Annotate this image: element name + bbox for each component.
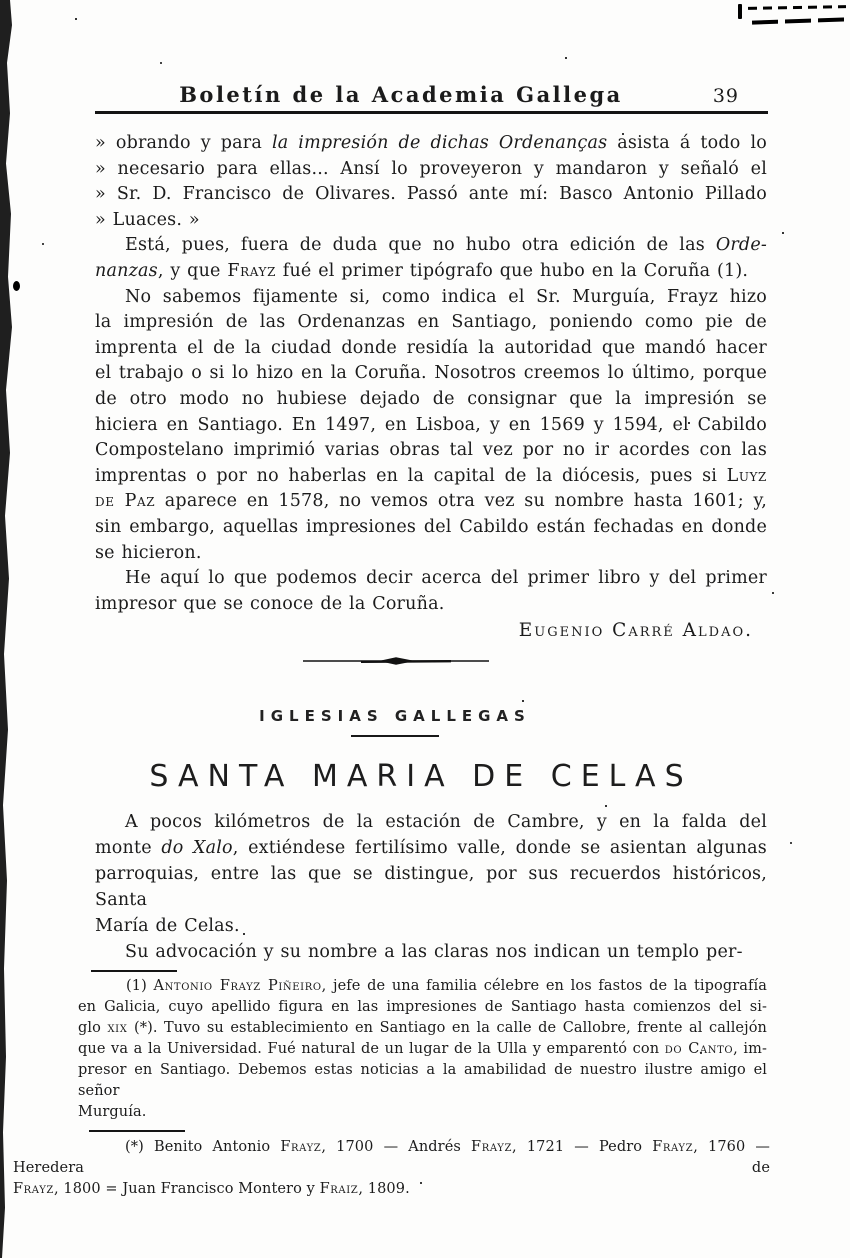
text-line: sin embargo, aquellas impresiones del Cabildo están fechadas en donde xyxy=(95,516,767,537)
text-line: de otro modo no hubiese dejado de consignar que la impresión se xyxy=(95,388,767,409)
scan-artifact-dashes xyxy=(748,5,846,10)
text-line: el trabajo o si lo hizo en la Coruña. Nosotros creemos lo último, porque xyxy=(95,363,767,384)
header-rule xyxy=(95,111,768,114)
text-line: se hicieron. xyxy=(95,542,202,563)
text-line: Frayz, 1800 = Juan Francisco Montero y Fraiz, 1809. xyxy=(13,1181,410,1198)
text-line: » obrando y para la impresión de dichas Ordenanças asista á todo lo xyxy=(95,133,768,153)
text-line: He aquí lo que podemos decir acerca del primer libro y del primer xyxy=(125,568,767,589)
footnote-rule xyxy=(89,1130,185,1132)
text-line: A pocos kilómetros de la estación de Cambre, y en la falda del xyxy=(125,812,767,833)
scan-noise xyxy=(0,0,2,2)
text-line: No sabemos fijamente si, como indica el Sr. Murguía, Frayz hizo xyxy=(125,286,767,307)
text-line: Su advocación y su nombre a las claras nos indican un templo per- xyxy=(125,942,743,963)
text-column xyxy=(13,131,771,1200)
text-line: de Paz aparece en 1578, no vemos otra vez su nombre hasta 1601; y, xyxy=(95,491,767,512)
text-line: la impresión de las Ordenanzas en Santiago, poniendo como pie de xyxy=(95,312,767,333)
author-signature: Eugenio Carré Aldao. xyxy=(518,620,753,642)
text-line: Está, pues, fuera de duda que no hubo otra edición de las Orde- xyxy=(125,235,767,256)
article-title: SANTA MARIA DE CELAS xyxy=(149,759,693,795)
scan-artifact-tick xyxy=(738,4,742,19)
quoted-passage xyxy=(95,131,767,233)
text-line: imprenta el de la ciudad donde residía la autoridad que mandó hacer xyxy=(95,337,767,358)
section-divider-ornament xyxy=(301,651,491,661)
text-line: Murguía. xyxy=(78,1104,147,1121)
text-line: » Luaces. » xyxy=(95,209,200,230)
text-line: monte do Xalo, extiéndese fertilísimo valle, donde se asientan algunas xyxy=(95,838,767,859)
paragraph xyxy=(95,939,767,965)
paragraph xyxy=(95,233,767,284)
text-line: presor en Santiago. Debemos estas noticias a la amabilidad de nuestro ilustre amigo el señor xyxy=(78,1062,767,1100)
text-line: (1) Antonio Frayz Piñeiro, jefe de una familia célebre en los fastos de la tipografía xyxy=(126,978,767,995)
paragraph xyxy=(95,285,767,567)
section-heading: IGLESIAS GALLEGAS xyxy=(259,707,531,726)
paragraph xyxy=(95,809,767,939)
text-line: imprentas o por no haberlas en la capital de la diócesis, pues si Luyz xyxy=(95,465,767,486)
footnote xyxy=(13,1137,770,1200)
text-line: que va a la Universidad. Fué natural de un lugar de la Ulla y emparentó con do Canto, im- xyxy=(78,1041,768,1058)
text-line: » necesario para ellas... Ansí lo proveyeron y mandaron y señaló el xyxy=(95,158,767,179)
footnote xyxy=(78,976,767,1123)
text-line: » Sr. D. Francisco de Olivares. Passó ante mí: Basco Antonio Pillado xyxy=(95,184,767,205)
footnote-rule xyxy=(91,970,177,972)
text-line: impresor que se conoce de la Coruña. xyxy=(95,593,445,614)
scan-artifact-dashes xyxy=(752,17,847,24)
text-line: parroquias, entre las que se distingue, por sus recuerdos históricos, Santa xyxy=(95,864,767,911)
text-line: hiciera en Santiago. En 1497, en Lisboa, y en 1569 y 1594, el Cabildo xyxy=(95,414,767,435)
text-line: María de Celas. xyxy=(95,916,240,937)
heading-underline xyxy=(351,735,439,737)
page-header xyxy=(95,82,767,108)
text-line: glo xix (*). Tuvo su establecimiento en Santiago en la calle de Callobre, frente al callejón xyxy=(78,1020,767,1037)
text-line: (*) Benito Antonio Frayz, 1700 — Andrés Frayz, 1721 — Pedro Frayz, 1760 — Heredera de xyxy=(13,1139,771,1177)
scan-binding-edge-artifact xyxy=(0,0,13,1258)
ink-blot xyxy=(13,281,20,291)
text-line: en Galicia, cuyo apellido figura en las impresiones de Santiago hasta comienzos del si- xyxy=(78,999,767,1016)
page-number: 39 xyxy=(712,85,739,107)
text-line: nanzas, y que Frayz fué el primer tipógrafo que hubo en la Coruña (1). xyxy=(95,260,749,281)
journal-title: Boletín de la Academia Gallega xyxy=(179,82,623,107)
paragraph xyxy=(95,566,767,617)
text-line: Compostelano imprimió varias obras tal vez por no ir acordes con las xyxy=(95,440,767,461)
